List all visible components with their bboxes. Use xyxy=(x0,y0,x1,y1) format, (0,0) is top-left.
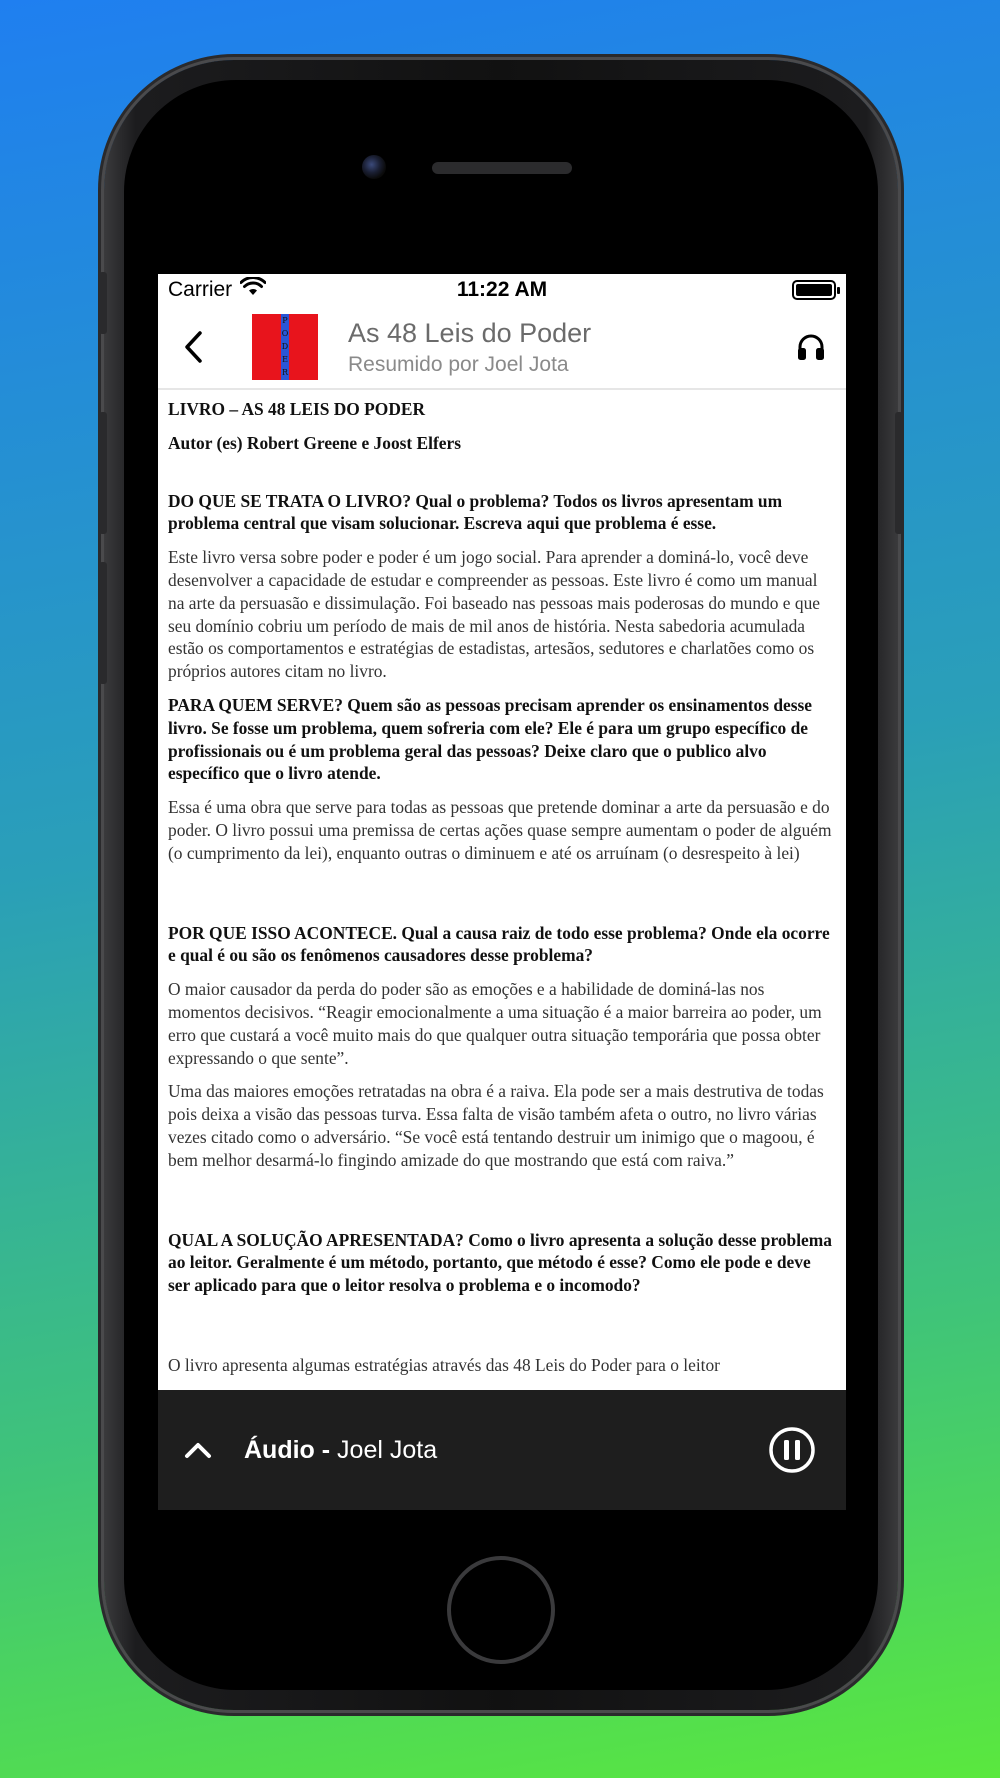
expand-player-button[interactable] xyxy=(178,1430,218,1470)
battery-icon xyxy=(792,280,836,300)
cover-letter: O xyxy=(281,328,289,338)
answer-why-part1: O maior causador da perda do poder são as emoções e a habilidade de dominá-las nos momentos decisivos. “Reagir emocionalmente a uma situação é a maior barreira ao poder, um erro que custará a você muito mais do que qualquer outra situação temporária que possa obter expressando o que sente”. xyxy=(168,979,822,1068)
volume-up-button xyxy=(99,412,107,534)
chevron-up-icon xyxy=(184,1441,212,1459)
question-solution: QUAL A SOLUÇÃO APRESENTADA? Como o livro apresenta a solução desse problema ao leitor. Geralmente é um método, portanto, que método é esse? Como ele pode e deve ser aplicado para que o leitor resolva o problema e o incomodo? xyxy=(168,1229,832,1296)
player-label-prefix: Áudio - xyxy=(244,1435,331,1464)
carrier-label: Carrier xyxy=(168,278,233,301)
back-button[interactable] xyxy=(158,305,228,389)
front-camera xyxy=(362,155,386,179)
home-button[interactable] xyxy=(447,1556,555,1664)
player-narrator: Joel Jota xyxy=(337,1435,438,1464)
book-subtitle: Resumido por Joel Jota xyxy=(348,352,569,376)
cover-letter: D xyxy=(281,341,289,351)
player-label xyxy=(244,1436,768,1465)
chevron-left-icon xyxy=(182,330,204,364)
answer-why-part2: Uma das maiores emoções retratadas na obra é a raiva. Ela pode ser a mais destrutiva de todas pois deixa a visão das pessoas turva. Essa falta de visão também afeta o outro, no livro várias vezes citado como o adversário. “Se você está tentando destruir um inimigo que o magoou, é bem melhor desarmá-lo fingindo amizade do que mostrando que está com raiva.” xyxy=(168,1081,824,1170)
question-what-about: DO QUE SE TRATA O LIVRO? Qual o problema? Todos os livros apresentam um problema central que visam solucionar. Escreva aqui que problema é esse. xyxy=(168,490,783,534)
status-bar xyxy=(158,274,846,306)
headphones-icon xyxy=(796,333,826,361)
cover-letter: R xyxy=(281,368,289,378)
cover-letter: P xyxy=(282,315,288,325)
cover-letter: E xyxy=(282,355,288,365)
question-why: POR QUE ISSO ACONTECE. Qual a causa raiz de todo esse problema? Onde ela ocorre e qual é ou são os fenômenos causadores desse problema? xyxy=(168,922,830,966)
answer-who-for: Essa é uma obra que serve para todas as pessoas que pretende dominar a arte da persuasão e do poder. O livro possui uma premissa de certas ações quase sempre aumentam o poder de alguém (o cumprimento da lei), enquanto outras o diminuem e até os arruínam (o desrespeito à lei) xyxy=(168,797,832,863)
book-title: As 48 Leis do Poder xyxy=(348,317,592,348)
status-time: 11:22 AM xyxy=(456,278,548,301)
power-button xyxy=(895,412,903,534)
earpiece-speaker xyxy=(432,162,572,174)
summary-content[interactable] xyxy=(158,392,846,1392)
audio-button[interactable] xyxy=(776,305,846,389)
wifi-icon xyxy=(240,277,266,303)
audio-player-bar[interactable] xyxy=(158,1390,846,1510)
pause-button[interactable] xyxy=(768,1426,816,1474)
answer-solution: O livro apresenta algumas estratégias através das 48 Leis do Poder para o leitor xyxy=(168,1354,720,1375)
book-heading: LIVRO – AS 48 LEIS DO PODER xyxy=(168,399,426,419)
authors-line: Autor (es) Robert Greene e Joost Elfers xyxy=(168,432,461,453)
pause-icon xyxy=(768,1426,816,1474)
nav-bar xyxy=(158,306,846,390)
answer-what-about: Este livro versa sobre poder e poder é um jogo social. Para aprender a dominá-lo, você deve desenvolver a capacidade de estudar e compreender as pessoas. Este livro é como um manual na arte da persuasão e dissimulação. Foi baseado nas pessoas mais poderosas do mundo e que seu domínio cobriu um período de mais de mil anos de história. Nesta sabedoria acumulada estão os comportamentos e estratégias de estadistas, artesãos, sedutores e charlatões como os próprios autores citam no livro. xyxy=(168,547,820,682)
app-screen xyxy=(158,274,846,1510)
question-who-for: PARA QUEM SERVE? Quem são as pessoas precisam aprender os ensinamentos desse livro. Se fosse um problema, quem sofreria com ele? Ele é para um grupo específico de profissionais ou é um problema geral das pessoas? Deixe claro que o publico alvo específico que o livro atende. xyxy=(168,694,813,784)
volume-down-button xyxy=(99,562,107,684)
silent-switch xyxy=(99,272,107,334)
book-cover xyxy=(252,314,318,380)
